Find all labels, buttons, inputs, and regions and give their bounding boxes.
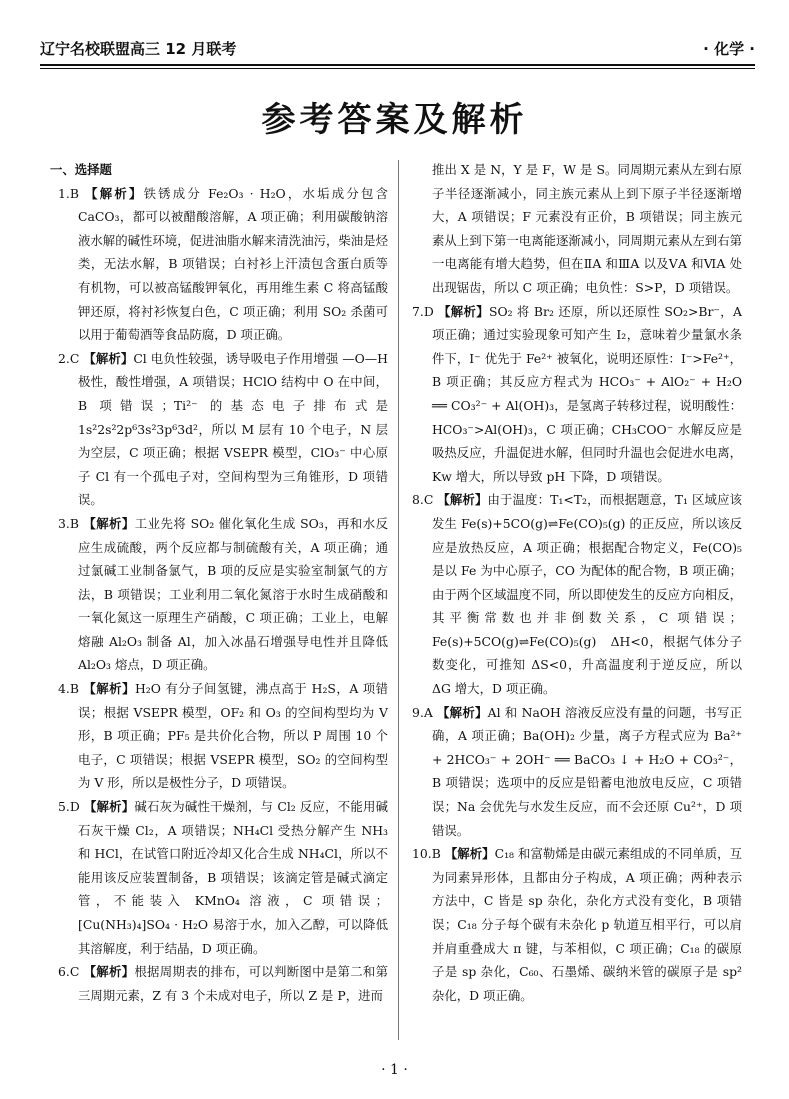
answer-number: 6.C bbox=[58, 964, 80, 980]
analysis-tag: 【解析】 bbox=[83, 964, 135, 980]
analysis-tag: 【解析】 bbox=[83, 681, 135, 697]
answer-item-9 bbox=[412, 701, 742, 843]
answer-number: 3.B bbox=[58, 515, 79, 531]
section-title: 一、选择题 bbox=[50, 162, 112, 177]
header-exam-title: 辽宁名校联盟高三 12 月联考 bbox=[40, 40, 237, 58]
page-title: 参考答案及解析 bbox=[261, 100, 528, 140]
answer-item-10 bbox=[412, 842, 742, 1007]
answer-item-6-continued: 推出 X 是 N，Y 是 F，W 是 S。同周期元素从左到右原子半径逐渐减小，同主族元素从上到下原子半径逐渐增大，A 项错误；F 元素没有正价，B 项错误；同主族元素从上到下第一电离能逐渐减小，同周期元素从左到右第一电离能有增大趋势，但在ⅡA 和ⅢA 以及ⅤA 和ⅥA 处出现锯齿，所以 C 项正确；电负性：S>P，D 项错误。 bbox=[432, 162, 742, 295]
page-header bbox=[40, 38, 755, 62]
page-number: · 1 · bbox=[381, 1062, 408, 1078]
answer-text: C₁₈ 和富勒烯是由碳元素组成的不同单质，互为同素异形体，且都由分子构成，A 项正确；两种表示方法中，C 皆是 sp 杂化，杂化方式没有变化，B 项错误；C₁₈ 分子每个碳有未杂化 p 轨道互相平行，可以肩并肩重叠成大 π 键，与苯相似，C 项正确；C₁₈ 的碳原子是 sp 杂化，C₆₀、石墨烯、碳纳米管的碳原子是 sp² 杂化，D 项正确。 bbox=[432, 846, 742, 1003]
answer-text: H₂O 有分子间氢键，沸点高于 H₂S，A 项错误；根据 VSEPR 模型，OF₂ 和 O₃ 的空间构型均为 V 形，B 项正确；PF₅ 是共价化合物，所以 P 周围 10 个电子，C 项错误；根据 VSEPR 模型，SO₂ 的空间构型为 V 形，所以是极性分子，D 项错误。 bbox=[78, 681, 388, 791]
analysis-tag: 【解析】 bbox=[438, 303, 490, 319]
answer-number: 4.B bbox=[58, 681, 79, 697]
answer-text: 根据周期表的排布，可以判断图中是第二和第三周期元素，Z 有 3 个未成对电子，所以 Z 是 P，进而 bbox=[78, 964, 388, 1003]
answer-number: 2.C bbox=[58, 350, 80, 366]
answer-item-6 bbox=[58, 960, 388, 1007]
analysis-tag: 【解析】 bbox=[437, 704, 488, 720]
analysis-tag: 【解析】 bbox=[85, 185, 144, 201]
analysis-tag: 【解析】 bbox=[83, 799, 135, 815]
analysis-tag: 【解析】 bbox=[444, 846, 495, 862]
header-rule-thick bbox=[40, 64, 755, 66]
answer-text: 碱石灰为碱性干燥剂，与 Cl₂ 反应，不能用碱石灰干燥 Cl₂，A 项错误；NH₄Cl 受热分解产生 NH₃ 和 HCl，在试管口附近冷却又化合生成 NH₄Cl，所以不能用该反应装置制备，B 项错误；该滴定管是碱式滴定管，不能装入 KMnO₄ 溶液，C 项错误；[Cu(NH₃)₄]SO₄ · H₂O 易溶于水，加入乙醇，可以降低其溶解度，利于结晶，D 项正确。 bbox=[78, 799, 388, 956]
left-column bbox=[50, 158, 388, 1007]
answer-text: Cl 电负性较强，诱导吸电子作用增强 —O—H 极性，酸性增强，A 项错误；HClO 结构中 O 在中间，B 项错误；Ti²⁻ 的基态电子排布式是 1s²2s²2p⁶3s²3p⁶3d²，所以 M 层有 10 个电子，N 层为空层，C 项正确；根据 VSEPR 模型，ClO₃⁻ 中心原子 Cl 有一个孤电子对，空间构型为三角锥形，D 项错误。 bbox=[78, 350, 388, 508]
answer-item-8 bbox=[412, 488, 742, 700]
answer-text: SO₂ 将 Br₂ 还原，所以还原性 SO₂>Br⁻，A 项正确；通过实验现象可知产生 I₂，意味着少量氯水条件下，I⁻ 优先于 Fe²⁺ 被氧化，说明还原性：I⁻>Fe²⁺，B 项正确；其反应方程式为 HCO₃⁻ + AlO₂⁻ + H₂O ══ CO₃²⁻ + Al(OH)₃，是氢离子转移过程，说明酸性：HCO₃⁻>Al(OH)₃，C 项正确；CH₃COO⁻ 水解反应是吸热反应，升温促进水解，但同时升温也会促进水电离，Kw 增大，所以导致 pH 下降，D 项错误。 bbox=[432, 303, 742, 484]
header-rule-thin bbox=[40, 68, 755, 69]
answer-text: 工业先将 SO₂ 催化氧化生成 SO₃，再和水反应生成硫酸，两个反应都与制硫酸有关，A 项正确；通过氯碱工业制备氯气，B 项的反应是实验室制氯气的方法，B 项错误；工业利用二氧化氮溶于水时生成硝酸和一氧化氮这一原理生产硝酸，C 项正确；工业上，电解熔融 Al₂O₃ 制备 Al，加入冰晶石增强导电性并且降低 Al₂O₃ 熔点，D 项正确。 bbox=[78, 515, 388, 673]
answer-item-4 bbox=[58, 677, 388, 795]
answer-number: 1.B bbox=[58, 185, 79, 201]
analysis-tag: 【解析】 bbox=[437, 492, 488, 508]
answer-number: 5.D bbox=[58, 799, 80, 815]
answer-number: 10.B bbox=[412, 846, 441, 862]
column-divider bbox=[398, 160, 399, 1040]
answer-text: Al 和 NaOH 溶液反应没有量的问题，书写正确，A 项正确；Ba(OH)₂ 少量，离子方程式应为 Ba²⁺ + 2HCO₃⁻ + 2OH⁻ ══ BaCO₃ ↓ + H₂O + CO₃²⁻，B 项错误；选项中的反应是铅蓄电池放电反应，C 项错误；Na 会优先与水发生反应，而不会还原 Cu²⁺，D 项错误。 bbox=[432, 704, 742, 838]
answer-item-7 bbox=[412, 300, 742, 489]
analysis-tag: 【解析】 bbox=[83, 350, 134, 366]
answer-number: 8.C bbox=[412, 492, 434, 508]
header-subject: · 化学 · bbox=[703, 40, 755, 58]
answer-text: 铁锈成分 Fe₂O₃ · H₂O，水垢成分包含 CaCO₃，都可以被醋酸溶解，A 项正确；利用碳酸钠溶液水解的碱性环境，促进油脂水解来清洗油污，柴油是烃类，无法水解，B 项错误；白衬衫上汗渍包含蛋白质等有机物，可以被高锰酸钾氧化，再用维生素 C 将高锰酸钾还原，将衬衫恢复白色，C 项正确；利用 SO₂ 杀菌可以用于葡萄酒等食品防腐，D 项正确。 bbox=[78, 185, 388, 343]
answer-item-3 bbox=[58, 512, 388, 677]
right-column bbox=[412, 158, 742, 1007]
answer-item-2 bbox=[58, 347, 388, 512]
answer-text: 由于温度：T₁<T₂，而根据题意，T₁ 区域应该发生 Fe(s)+5CO(g)⇌Fe(CO)₅(g) 的正反应，所以该反应是放热反应，A 项正确；根据配合物定义，Fe(CO)₅ 是以 Fe 为中心原子，CO 为配体的配合物，B 项正确；由于两个区域温度不同，所以即使发生的反应方向相反，其平衡常数也并非倒数关系，C 项错误；Fe(s)+5CO(g)⇌Fe(CO)₅(g) ΔH<0，根据气体分子数变化，可推知 ΔS<0，升高温度利于逆反应，所以 ΔG 增大，D 项正确。 bbox=[432, 492, 742, 697]
answer-item-5 bbox=[58, 795, 388, 960]
answer-number: 9.A bbox=[412, 704, 433, 720]
analysis-tag: 【解析】 bbox=[83, 515, 135, 531]
answer-item-1 bbox=[58, 182, 388, 347]
answer-number: 7.D bbox=[412, 303, 434, 319]
